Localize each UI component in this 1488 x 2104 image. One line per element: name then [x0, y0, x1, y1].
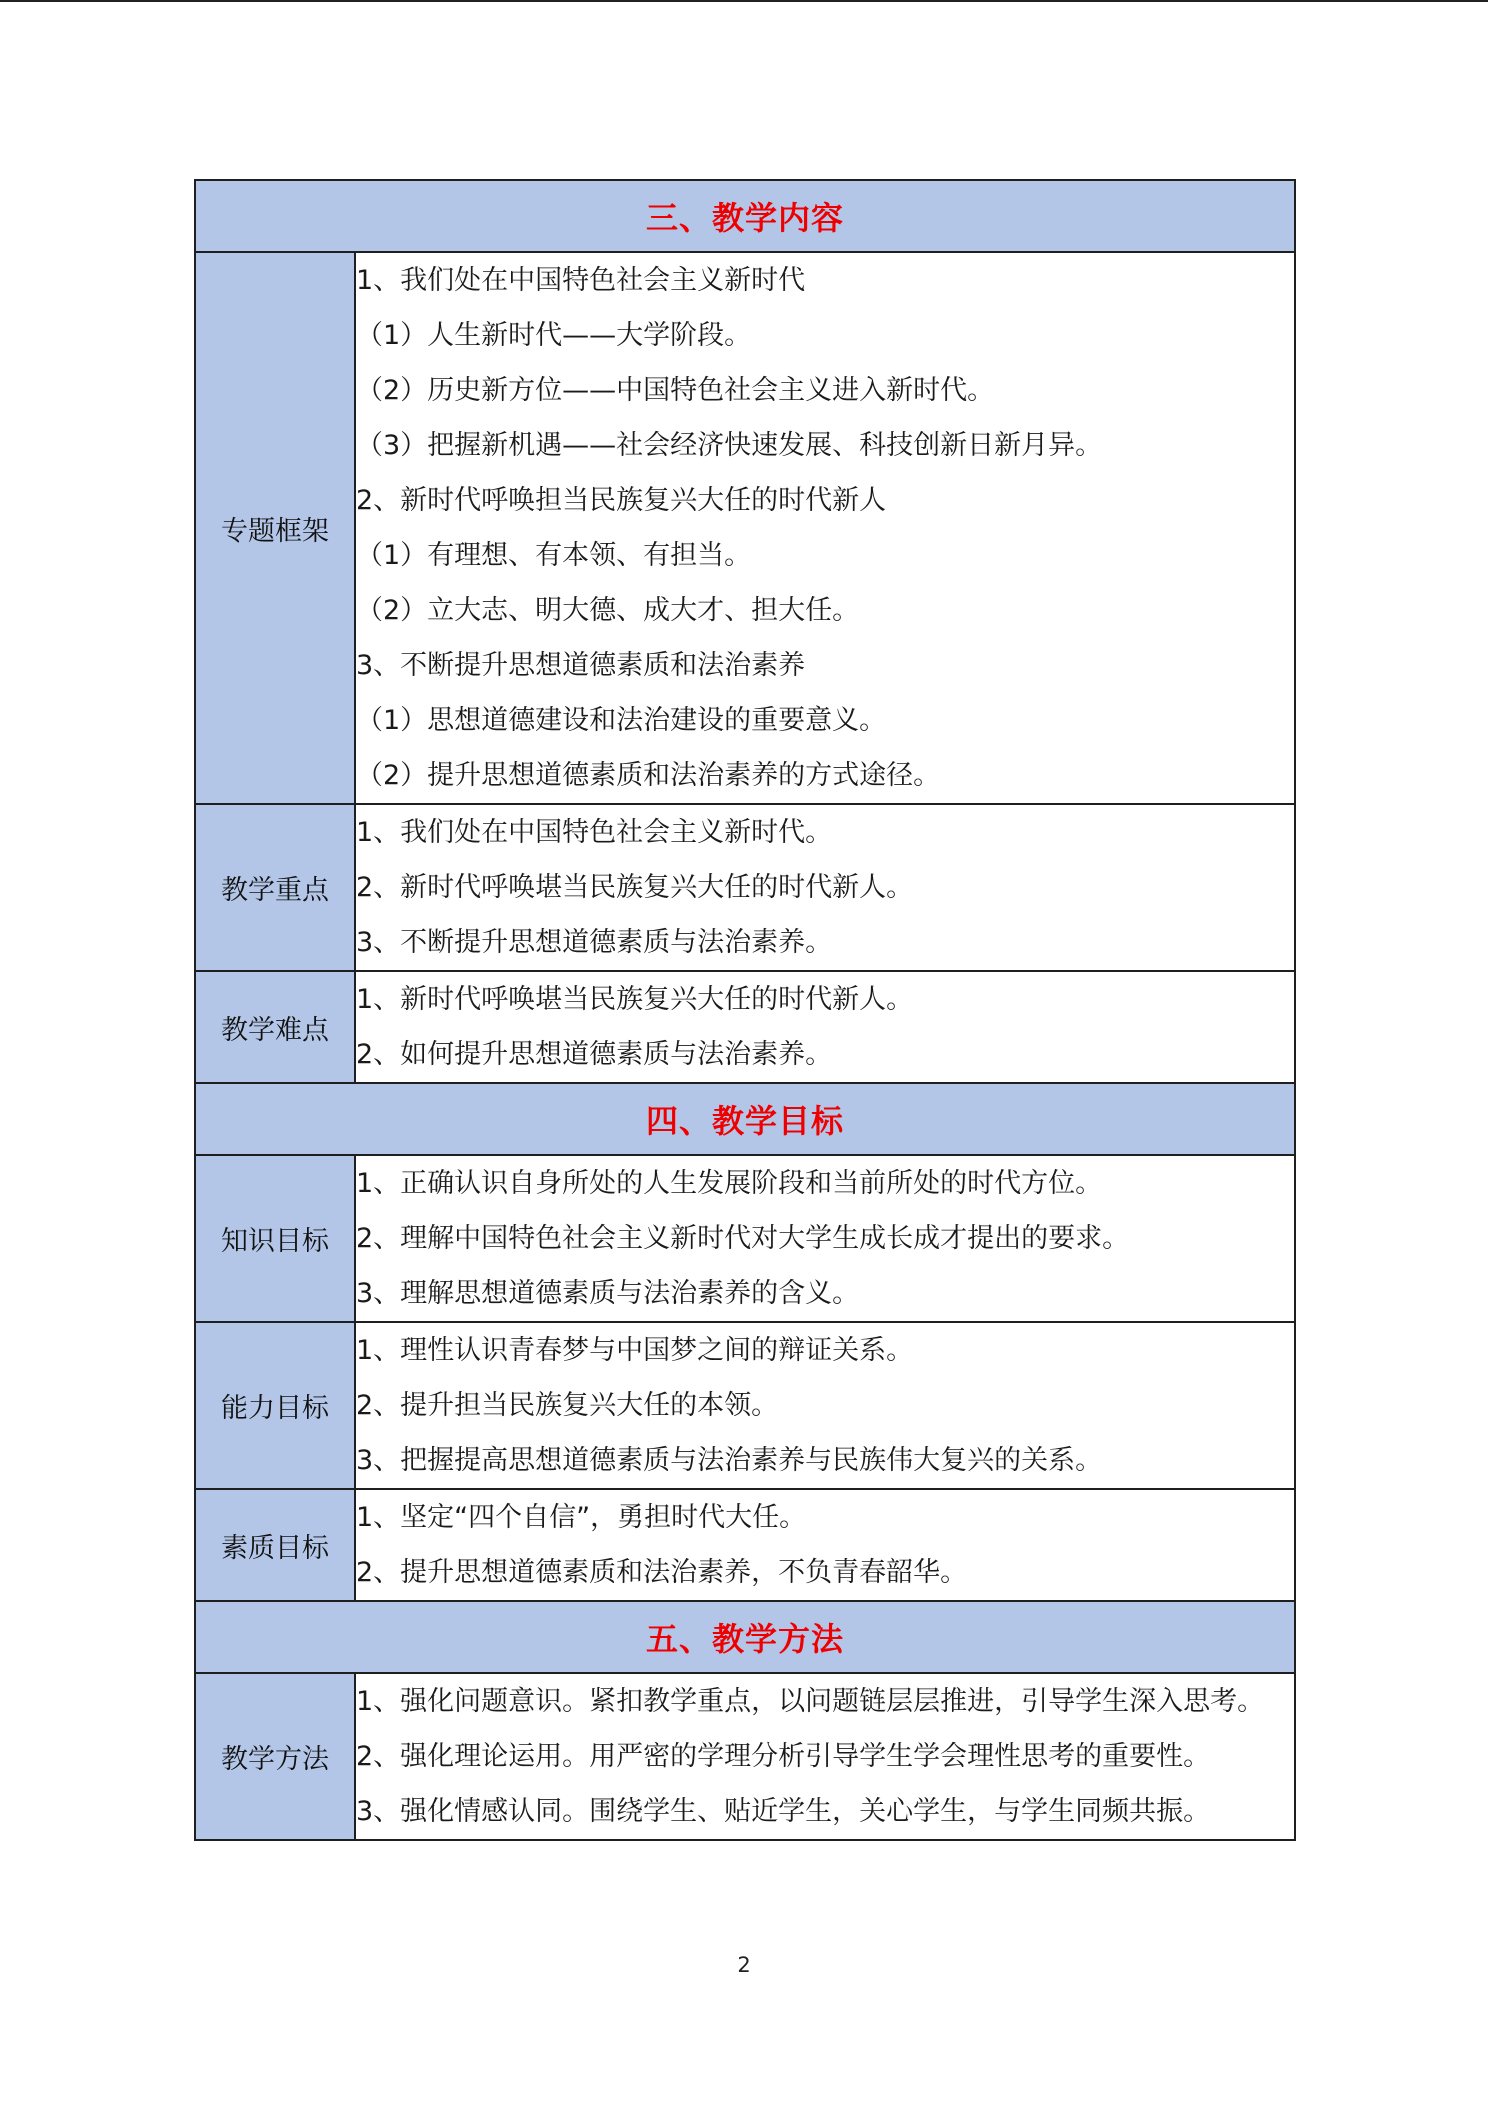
- knowledge-line-3: 3、理解思想道德素质与法治素养的含义。: [356, 1278, 860, 1309]
- row-knowledge: [195, 1155, 1295, 1322]
- label-ability: 能力目标: [195, 1322, 355, 1489]
- cell-quality: [355, 1489, 1295, 1601]
- key-points-line-3: 3、不断提升思想道德素质与法治素养。: [356, 927, 833, 958]
- framework-line-7: （2）立大志、明大德、成大才、担大任。: [356, 595, 860, 626]
- ability-line-2: 2、提升担当民族复兴大任的本领。: [356, 1390, 779, 1421]
- label-difficulties: 教学难点: [195, 971, 355, 1083]
- ability-line-1: 1、理性认识青春梦与中国梦之间的辩证关系。: [356, 1335, 914, 1366]
- framework-line-6: （1）有理想、有本领、有担当。: [356, 540, 752, 571]
- cell-knowledge: [355, 1155, 1295, 1322]
- framework-line-4: （3）把握新机遇——社会经济快速发展、科技创新日新月异。: [356, 430, 1103, 461]
- framework-line-1: 1、我们处在中国特色社会主义新时代: [356, 265, 806, 296]
- ability-line-3: 3、把握提高思想道德素质与法治素养与民族伟大复兴的关系。: [356, 1445, 1103, 1476]
- framework-line-3: （2）历史新方位——中国特色社会主义进入新时代。: [356, 375, 995, 406]
- methods-line-1: 1、强化问题意识。紧扣教学重点，以问题链层层推进，引导学生深入思考。: [356, 1686, 1265, 1717]
- framework-line-9: （1）思想道德建设和法治建设的重要意义。: [356, 705, 887, 736]
- label-key-points: 教学重点: [195, 804, 355, 971]
- key-points-line-1: 1、我们处在中国特色社会主义新时代。: [356, 817, 833, 848]
- knowledge-line-1: 1、正确认识自身所处的人生发展阶段和当前所处的时代方位。: [356, 1168, 1103, 1199]
- difficulties-line-1: 1、新时代呼唤堪当民族复兴大任的时代新人。: [356, 984, 914, 1015]
- section-title-teaching-goals: 四、教学目标: [195, 1083, 1295, 1155]
- methods-line-3: 3、强化情感认同。围绕学生、贴近学生，关心学生，与学生同频共振。: [356, 1796, 1211, 1827]
- section-title-teaching-content: 三、教学内容: [195, 180, 1295, 252]
- label-knowledge: 知识目标: [195, 1155, 355, 1322]
- cell-framework: [355, 252, 1295, 804]
- framework-line-8: 3、不断提升思想道德素质和法治素养: [356, 650, 806, 681]
- label-framework: 专题框架: [195, 252, 355, 804]
- cell-ability: [355, 1322, 1295, 1489]
- row-ability: [195, 1322, 1295, 1489]
- lesson-plan-table: [194, 179, 1296, 1841]
- quality-line-2: 2、提升思想道德素质和法治素养，不负青春韶华。: [356, 1557, 968, 1588]
- quality-line-1: 1、坚定“四个自信”，勇担时代大任。: [356, 1502, 807, 1533]
- framework-line-10: （2）提升思想道德素质和法治素养的方式途径。: [356, 760, 941, 791]
- row-framework: [195, 252, 1295, 804]
- page-top-border: [0, 0, 1488, 2]
- page-number: 2: [737, 1953, 751, 1977]
- label-quality: 素质目标: [195, 1489, 355, 1601]
- knowledge-line-2: 2、理解中国特色社会主义新时代对大学生成长成才提出的要求。: [356, 1223, 1130, 1254]
- row-difficulties: [195, 971, 1295, 1083]
- row-key-points: [195, 804, 1295, 971]
- section-header-row-goals: [195, 1083, 1295, 1155]
- section-header-row-content: [195, 180, 1295, 252]
- key-points-line-2: 2、新时代呼唤堪当民族复兴大任的时代新人。: [356, 872, 914, 903]
- methods-line-2: 2、强化理论运用。用严密的学理分析引导学生学会理性思考的重要性。: [356, 1741, 1211, 1772]
- section-title-teaching-methods: 五、教学方法: [195, 1601, 1295, 1673]
- section-header-row-methods: [195, 1601, 1295, 1673]
- cell-key-points: [355, 804, 1295, 971]
- cell-methods: [355, 1673, 1295, 1840]
- framework-line-5: 2、新时代呼唤担当民族复兴大任的时代新人: [356, 485, 887, 516]
- row-quality: [195, 1489, 1295, 1601]
- framework-line-2: （1）人生新时代——大学阶段。: [356, 320, 752, 351]
- label-methods: 教学方法: [195, 1673, 355, 1840]
- row-methods: [195, 1673, 1295, 1840]
- difficulties-line-2: 2、如何提升思想道德素质与法治素养。: [356, 1039, 833, 1070]
- cell-difficulties: [355, 971, 1295, 1083]
